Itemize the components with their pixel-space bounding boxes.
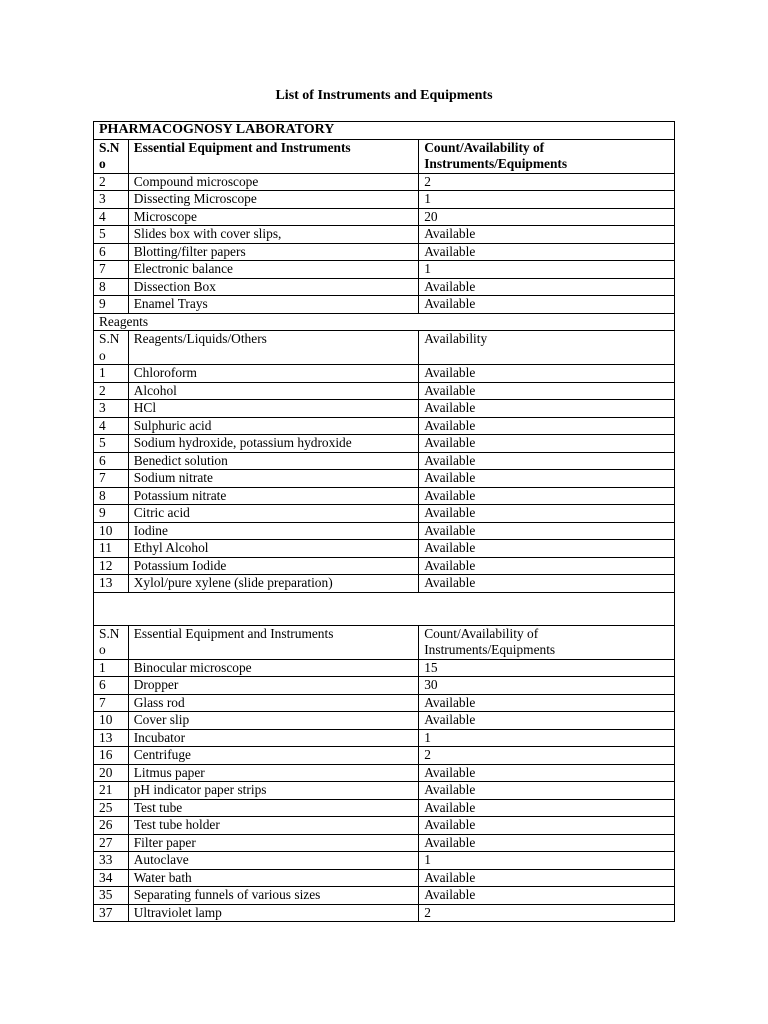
cell-count: Available (419, 869, 675, 887)
cell-item: Potassium nitrate (128, 487, 419, 505)
cell-sno: 33 (94, 852, 129, 870)
cell-sno: 6 (94, 677, 129, 695)
cell-sno: 6 (94, 452, 129, 470)
cell-sno: 3 (94, 191, 129, 209)
blank-separator-row (94, 592, 675, 625)
cell-item: Citric acid (128, 505, 419, 523)
table-row (94, 869, 675, 887)
table-row (94, 712, 675, 730)
cell-item: Dropper (128, 677, 419, 695)
header-sno: S.N o (94, 625, 129, 659)
header-sno: S.N o (94, 139, 129, 173)
cell-item: Cover slip (128, 712, 419, 730)
cell-sno: 21 (94, 782, 129, 800)
table-row (94, 243, 675, 261)
cell-count: 2 (419, 747, 675, 765)
cell-item: Ultraviolet lamp (128, 904, 419, 922)
cell-item: Water bath (128, 869, 419, 887)
cell-count: Available (419, 557, 675, 575)
cell-sno: 13 (94, 729, 129, 747)
cell-count: Available (419, 522, 675, 540)
cell-item: Separating funnels of various sizes (128, 887, 419, 905)
table-row (94, 659, 675, 677)
cell-item: Incubator (128, 729, 419, 747)
cell-item: Sodium nitrate (128, 470, 419, 488)
cell-sno: 8 (94, 278, 129, 296)
header-count: Count/Availability of Instruments/Equipments (419, 139, 675, 173)
cell-sno: 8 (94, 487, 129, 505)
header-count: Availability (419, 331, 675, 365)
cell-count: Available (419, 540, 675, 558)
table-row (94, 208, 675, 226)
table-row (94, 747, 675, 765)
table-row (94, 817, 675, 835)
table-row (94, 417, 675, 435)
table-row (94, 694, 675, 712)
cell-count: Available (419, 487, 675, 505)
cell-sno: 1 (94, 365, 129, 383)
cell-item: Ethyl Alcohol (128, 540, 419, 558)
cell-item: Litmus paper (128, 764, 419, 782)
cell-sno: 6 (94, 243, 129, 261)
section-heading-reagents: Reagents (94, 313, 675, 331)
cell-count: Available (419, 400, 675, 418)
header-row (94, 625, 675, 659)
cell-count: Available (419, 887, 675, 905)
cell-item: Dissecting Microscope (128, 191, 419, 209)
header-row (94, 139, 675, 173)
cell-sno: 7 (94, 694, 129, 712)
table-row (94, 729, 675, 747)
cell-sno: 26 (94, 817, 129, 835)
cell-item: Sodium hydroxide, potassium hydroxide (128, 435, 419, 453)
cell-item: Xylol/pure xylene (slide preparation) (128, 575, 419, 593)
cell-sno: 34 (94, 869, 129, 887)
cell-count: 30 (419, 677, 675, 695)
equipment-table-body (94, 122, 675, 922)
cell-item: Test tube (128, 799, 419, 817)
cell-item: Dissection Box (128, 278, 419, 296)
header-item: Essential Equipment and Instruments (128, 625, 419, 659)
cell-sno: 10 (94, 522, 129, 540)
cell-count: Available (419, 834, 675, 852)
cell-count: 1 (419, 729, 675, 747)
header-row (94, 331, 675, 365)
cell-count: Available (419, 694, 675, 712)
table-row (94, 173, 675, 191)
equipment-table (93, 121, 675, 922)
header-count: Count/Availability of Instruments/Equipments (419, 625, 675, 659)
cell-count: Available (419, 782, 675, 800)
cell-item: Filter paper (128, 834, 419, 852)
table-row (94, 400, 675, 418)
cell-item: Benedict solution (128, 452, 419, 470)
cell-count: Available (419, 452, 675, 470)
cell-sno: 4 (94, 417, 129, 435)
table-row (94, 904, 675, 922)
cell-item: Iodine (128, 522, 419, 540)
cell-item: Sulphuric acid (128, 417, 419, 435)
cell-count: Available (419, 799, 675, 817)
cell-sno: 5 (94, 435, 129, 453)
cell-count: 20 (419, 208, 675, 226)
cell-sno: 13 (94, 575, 129, 593)
header-item: Reagents/Liquids/Others (128, 331, 419, 365)
header-item: Essential Equipment and Instruments (128, 139, 419, 173)
table-row (94, 677, 675, 695)
cell-count: Available (419, 243, 675, 261)
table-row (94, 852, 675, 870)
cell-sno: 7 (94, 261, 129, 279)
cell-count: 1 (419, 191, 675, 209)
cell-item: Enamel Trays (128, 296, 419, 314)
cell-sno: 37 (94, 904, 129, 922)
cell-item: Autoclave (128, 852, 419, 870)
cell-item: pH indicator paper strips (128, 782, 419, 800)
cell-sno: 35 (94, 887, 129, 905)
cell-count: Available (419, 817, 675, 835)
cell-item: Binocular microscope (128, 659, 419, 677)
cell-sno: 27 (94, 834, 129, 852)
cell-count: Available (419, 435, 675, 453)
cell-sno: 10 (94, 712, 129, 730)
cell-count: Available (419, 470, 675, 488)
cell-item: Glass rod (128, 694, 419, 712)
cell-count: 2 (419, 904, 675, 922)
cell-sno: 12 (94, 557, 129, 575)
table-row (94, 575, 675, 593)
table-row (94, 191, 675, 209)
table-row (94, 261, 675, 279)
table-row (94, 522, 675, 540)
blank-cell (94, 592, 675, 625)
section-heading-row (94, 313, 675, 331)
cell-count: Available (419, 712, 675, 730)
cell-sno: 9 (94, 505, 129, 523)
cell-item: Centrifuge (128, 747, 419, 765)
cell-count: Available (419, 226, 675, 244)
table-row (94, 557, 675, 575)
cell-count: 1 (419, 852, 675, 870)
cell-count: Available (419, 764, 675, 782)
table-row (94, 887, 675, 905)
cell-count: 1 (419, 261, 675, 279)
table-row (94, 296, 675, 314)
table-row (94, 278, 675, 296)
cell-sno: 4 (94, 208, 129, 226)
cell-count: Available (419, 382, 675, 400)
cell-item: Potassium Iodide (128, 557, 419, 575)
table-row (94, 452, 675, 470)
table-row (94, 365, 675, 383)
cell-sno: 9 (94, 296, 129, 314)
section-heading-pharmacognosy: PHARMACOGNOSY LABORATORY (94, 122, 675, 140)
cell-count: 2 (419, 173, 675, 191)
cell-item: Compound microscope (128, 173, 419, 191)
cell-item: Microscope (128, 208, 419, 226)
table-row (94, 782, 675, 800)
cell-item: Test tube holder (128, 817, 419, 835)
cell-sno: 7 (94, 470, 129, 488)
cell-sno: 20 (94, 764, 129, 782)
cell-item: Chloroform (128, 365, 419, 383)
table-row (94, 487, 675, 505)
cell-sno: 3 (94, 400, 129, 418)
table-row (94, 470, 675, 488)
cell-sno: 16 (94, 747, 129, 765)
cell-count: Available (419, 417, 675, 435)
cell-item: Alcohol (128, 382, 419, 400)
cell-item: Electronic balance (128, 261, 419, 279)
cell-count: Available (419, 365, 675, 383)
table-row (94, 382, 675, 400)
cell-sno: 2 (94, 382, 129, 400)
cell-sno: 1 (94, 659, 129, 677)
cell-count: 15 (419, 659, 675, 677)
table-row (94, 799, 675, 817)
header-sno: S.N o (94, 331, 129, 365)
cell-count: Available (419, 296, 675, 314)
cell-item: Blotting/filter papers (128, 243, 419, 261)
section-heading-row (94, 122, 675, 140)
table-row (94, 226, 675, 244)
cell-sno: 2 (94, 173, 129, 191)
cell-sno: 25 (94, 799, 129, 817)
document-title: List of Instruments and Equipments (275, 88, 493, 103)
table-row (94, 505, 675, 523)
cell-item: HCl (128, 400, 419, 418)
table-row (94, 834, 675, 852)
cell-count: Available (419, 505, 675, 523)
cell-sno: 11 (94, 540, 129, 558)
cell-sno: 5 (94, 226, 129, 244)
cell-count: Available (419, 575, 675, 593)
cell-item: Slides box with cover slips, (128, 226, 419, 244)
cell-count: Available (419, 278, 675, 296)
table-row (94, 435, 675, 453)
table-row (94, 764, 675, 782)
table-row (94, 540, 675, 558)
